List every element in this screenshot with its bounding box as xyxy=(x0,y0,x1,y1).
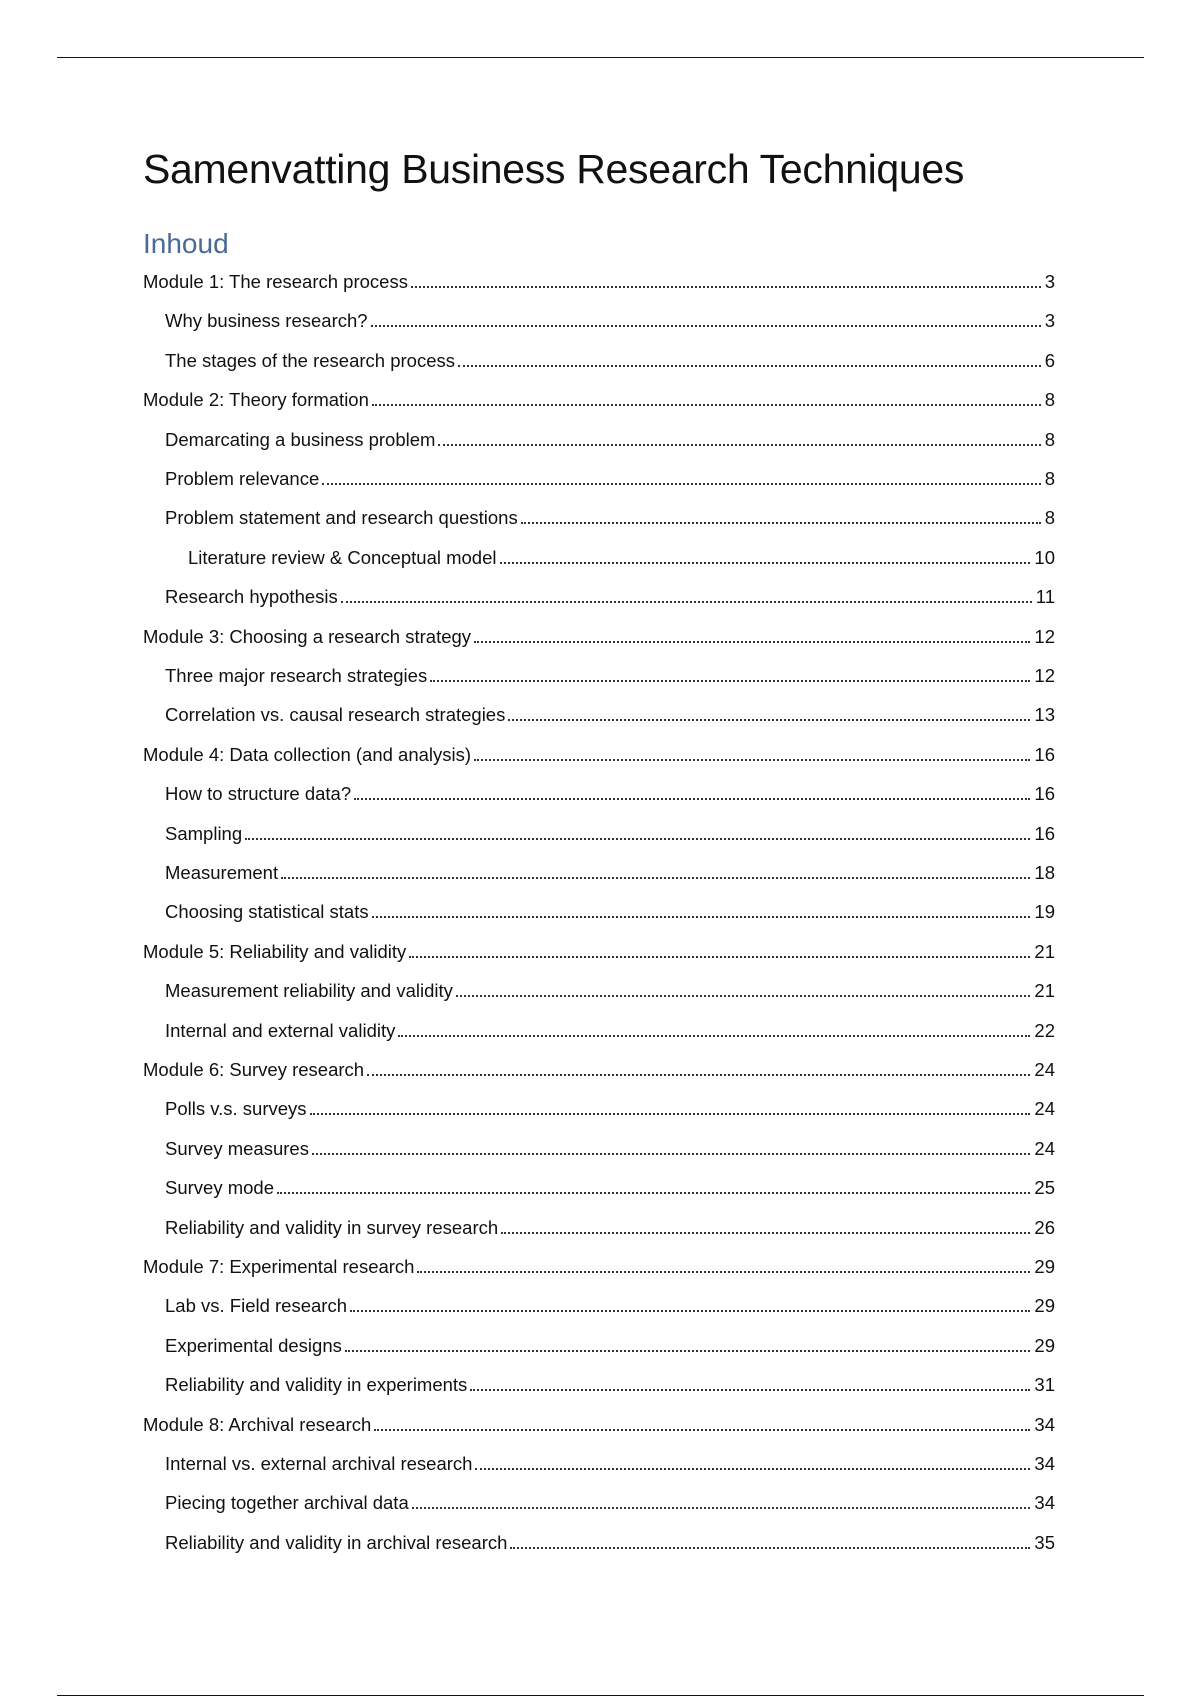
toc-entry-title: Polls v.s. surveys xyxy=(165,1098,307,1120)
toc-dot-leader xyxy=(411,286,1041,288)
toc-entry[interactable] xyxy=(165,1333,1055,1359)
toc-entry-page-number: 16 xyxy=(1034,743,1055,765)
toc-dot-leader xyxy=(281,877,1030,879)
toc-entry-page-number: 22 xyxy=(1034,1019,1055,1041)
toc-dot-leader xyxy=(470,1389,1030,1391)
toc-dot-leader xyxy=(374,1429,1030,1431)
toc-dot-leader xyxy=(322,483,1040,485)
toc-entry-title: Measurement reliability and validity xyxy=(165,980,453,1002)
toc-dot-leader xyxy=(474,759,1030,761)
toc-dot-leader xyxy=(371,325,1041,327)
toc-entry[interactable] xyxy=(165,1096,1055,1122)
toc-entry-page-number: 24 xyxy=(1034,1098,1055,1120)
toc-entry[interactable] xyxy=(143,269,1055,295)
toc-entry[interactable] xyxy=(165,860,1055,886)
toc-entry[interactable] xyxy=(165,308,1055,334)
toc-dot-leader xyxy=(245,838,1030,840)
toc-entry-title: Choosing statistical stats xyxy=(165,901,369,923)
toc-entry[interactable] xyxy=(143,742,1055,768)
toc-entry-title: Why business research? xyxy=(165,310,368,332)
toc-entry-page-number: 12 xyxy=(1034,665,1055,686)
document-title: Samenvatting Business Research Techniques xyxy=(143,146,965,192)
toc-entry-page-number: 24 xyxy=(1034,1137,1055,1159)
toc-entry[interactable] xyxy=(165,821,1055,847)
toc-entry-title: Research hypothesis xyxy=(165,586,338,608)
toc-entry-title: Reliability and validity in archival research xyxy=(165,1531,508,1553)
toc-heading: Inhoud xyxy=(143,228,229,259)
toc-entry-page-number: 8 xyxy=(1044,468,1055,489)
toc-dot-leader xyxy=(510,1547,1030,1549)
toc-entry[interactable] xyxy=(165,1490,1055,1516)
toc-entry-page-number: 35 xyxy=(1034,1531,1055,1553)
toc-entry-title: Sampling xyxy=(165,822,243,844)
toc-entry-page-number: 29 xyxy=(1034,1295,1055,1317)
toc-entry-page-number: 3 xyxy=(1044,310,1055,332)
toc-entry[interactable] xyxy=(165,348,1055,374)
toc-dot-leader xyxy=(341,601,1032,603)
header-rule xyxy=(57,57,1144,58)
footer-rule xyxy=(57,1695,1144,1696)
toc-entry[interactable] xyxy=(143,1412,1055,1438)
toc-entry-title: Module 2: Theory formation xyxy=(143,389,369,411)
toc-dot-leader xyxy=(312,1153,1030,1155)
toc-entry-title: Reliability and validity in experiments xyxy=(165,1374,468,1396)
toc-entry[interactable] xyxy=(165,1293,1055,1319)
toc-dot-leader xyxy=(508,719,1030,721)
toc-entry-title: Internal and external validity xyxy=(165,1019,396,1041)
toc-entry[interactable] xyxy=(165,427,1055,453)
toc-entry[interactable] xyxy=(143,1254,1055,1280)
toc-dot-leader xyxy=(412,1507,1031,1509)
toc-entry-page-number: 29 xyxy=(1034,1334,1055,1356)
toc-entry-page-number: 21 xyxy=(1034,940,1055,962)
toc-dot-leader xyxy=(417,1271,1030,1273)
toc-entry[interactable] xyxy=(165,1215,1055,1241)
toc-entry-title: Module 3: Choosing a research strategy xyxy=(143,625,472,647)
toc-entry-title: Experimental designs xyxy=(165,1334,342,1356)
toc-entry-title: Reliability and validity in survey research xyxy=(165,1216,499,1238)
toc-entry-title: Survey measures xyxy=(165,1137,309,1159)
toc-entry-page-number: 8 xyxy=(1044,507,1055,529)
toc-entry-page-number: 31 xyxy=(1034,1374,1055,1396)
toc-entry-page-number: 12 xyxy=(1034,625,1055,647)
toc-dot-leader xyxy=(456,995,1031,997)
toc-entry[interactable] xyxy=(143,624,1055,650)
toc-entry-page-number: 29 xyxy=(1034,1256,1055,1277)
toc-entry-page-number: 19 xyxy=(1034,901,1055,923)
toc-entry[interactable] xyxy=(165,584,1055,610)
toc-dot-leader xyxy=(398,1035,1030,1037)
toc-entry-page-number: 10 xyxy=(1034,546,1055,568)
toc-entry-page-number: 16 xyxy=(1034,822,1055,844)
toc-entry[interactable] xyxy=(165,899,1055,925)
toc-dot-leader xyxy=(500,562,1031,564)
toc-dot-leader xyxy=(438,444,1040,446)
toc-dot-leader xyxy=(372,404,1041,406)
toc-dot-leader xyxy=(354,798,1030,800)
toc-entry-page-number: 3 xyxy=(1044,271,1055,292)
toc-entry-page-number: 8 xyxy=(1044,389,1055,411)
toc-entry[interactable] xyxy=(143,1057,1055,1083)
toc-entry-title: Problem relevance xyxy=(165,468,320,489)
toc-entry[interactable] xyxy=(165,1136,1055,1162)
toc-dot-leader xyxy=(350,1310,1030,1312)
toc-entry-title: Module 4: Data collection (and analysis) xyxy=(143,743,472,765)
toc-entry-title: Correlation vs. causal research strategies xyxy=(165,704,506,726)
toc-dot-leader xyxy=(367,1074,1030,1076)
toc-entry[interactable] xyxy=(165,663,1055,689)
toc-entry-title: Internal vs. external archival research xyxy=(165,1453,473,1474)
toc-entry[interactable] xyxy=(143,387,1055,413)
toc-entry[interactable] xyxy=(165,978,1055,1004)
toc-entry[interactable] xyxy=(165,702,1055,728)
toc-dot-leader xyxy=(475,1468,1030,1470)
toc-dot-leader xyxy=(458,365,1041,367)
toc-dot-leader xyxy=(345,1350,1031,1352)
toc-entry-page-number: 8 xyxy=(1044,428,1055,450)
toc-entry-page-number: 26 xyxy=(1034,1216,1055,1238)
toc-entry-title: The stages of the research process xyxy=(165,349,455,371)
toc-entry[interactable] xyxy=(165,1018,1055,1044)
toc-entry-title: Module 7: Experimental research xyxy=(143,1256,415,1277)
toc-entry-title: Three major research strategies xyxy=(165,665,428,686)
toc-entry-title: How to structure data? xyxy=(165,783,352,805)
toc-entry-title: Module 5: Reliability and validity xyxy=(143,940,407,962)
toc-entry-title: Literature review & Conceptual model xyxy=(188,546,497,568)
toc-entry[interactable] xyxy=(165,505,1055,531)
toc-entry-title: Survey mode xyxy=(165,1177,274,1199)
toc-entry-page-number: 34 xyxy=(1034,1492,1055,1514)
toc-entry-page-number: 21 xyxy=(1034,980,1055,1002)
toc-entry[interactable] xyxy=(165,1175,1055,1201)
toc-dot-leader xyxy=(310,1113,1031,1115)
toc-dot-leader xyxy=(277,1192,1030,1194)
toc-entry-title: Module 1: The research process xyxy=(143,271,408,292)
toc-entry-title: Problem statement and research questions xyxy=(165,507,518,529)
toc-entry-title: Piecing together archival data xyxy=(165,1492,409,1514)
toc-entry[interactable] xyxy=(165,781,1055,807)
toc-entry[interactable] xyxy=(165,1530,1055,1556)
toc-entry-page-number: 6 xyxy=(1044,349,1055,371)
toc-entry-title: Module 8: Archival research xyxy=(143,1413,372,1435)
toc-dot-leader xyxy=(409,956,1030,958)
toc-entry[interactable] xyxy=(143,939,1055,965)
toc-entry-page-number: 24 xyxy=(1034,1059,1055,1080)
toc-dot-leader xyxy=(521,522,1041,524)
toc-entry-page-number: 11 xyxy=(1035,586,1055,608)
toc-dot-leader xyxy=(501,1232,1030,1234)
toc-entry-title: Lab vs. Field research xyxy=(165,1295,348,1317)
toc-dot-leader xyxy=(430,680,1030,682)
toc-entry-title: Demarcating a business problem xyxy=(165,428,436,450)
toc-entry[interactable] xyxy=(165,466,1055,492)
toc-entry-title: Measurement xyxy=(165,862,279,883)
toc-entry-page-number: 34 xyxy=(1034,1413,1055,1435)
toc-entry-page-number: 13 xyxy=(1034,704,1055,726)
toc-entry-title: Module 6: Survey research xyxy=(143,1059,365,1080)
toc-entry[interactable] xyxy=(188,545,1055,571)
toc-entry[interactable] xyxy=(165,1451,1055,1477)
toc-entry-page-number: 18 xyxy=(1034,862,1055,883)
toc-dot-leader xyxy=(372,916,1031,918)
toc-entry[interactable] xyxy=(165,1372,1055,1398)
toc-entry-page-number: 34 xyxy=(1034,1453,1055,1474)
toc-entry-page-number: 16 xyxy=(1034,783,1055,805)
toc-entry-page-number: 25 xyxy=(1034,1177,1055,1199)
toc-dot-leader xyxy=(474,641,1030,643)
